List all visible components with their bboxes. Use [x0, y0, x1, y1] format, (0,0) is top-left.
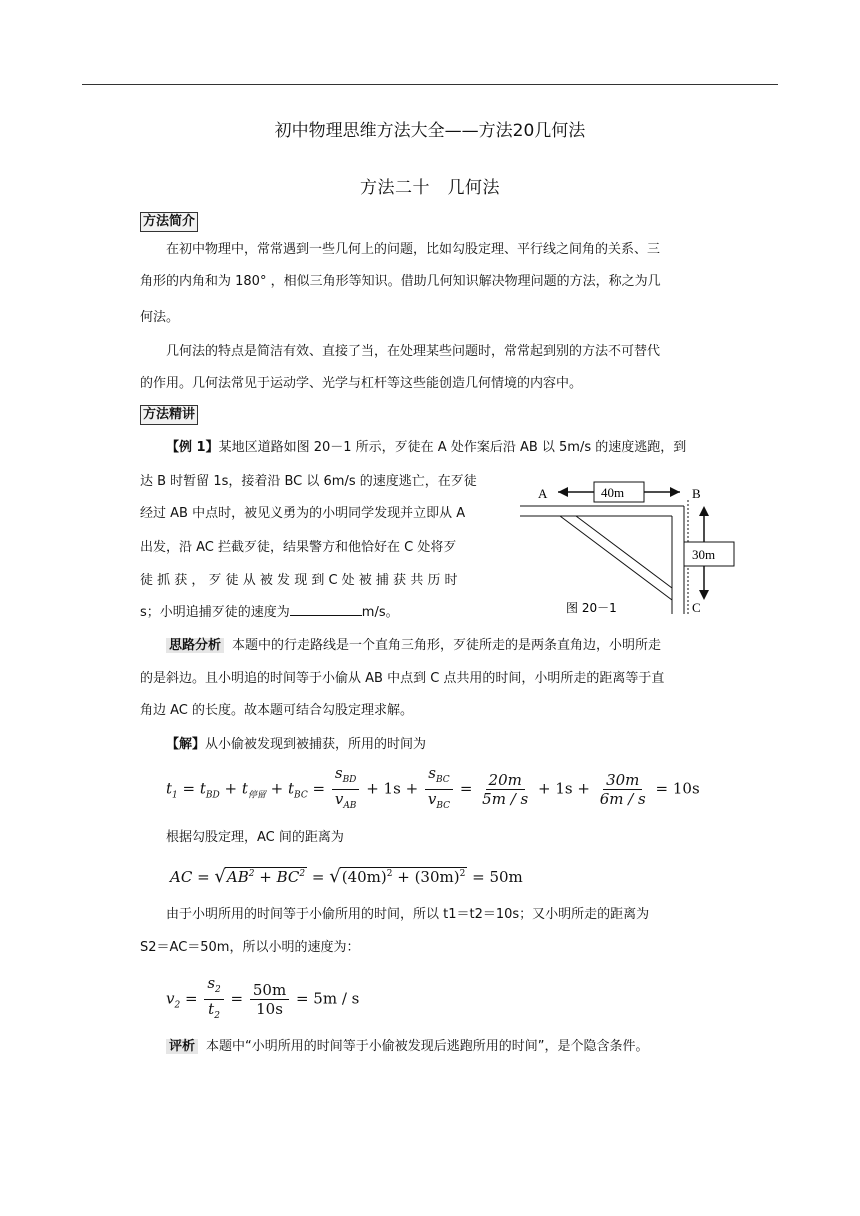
arrow-up-icon: [699, 506, 709, 516]
label-a: A: [538, 486, 548, 501]
solution-text: 从小偷被发现到被捕获，所用的时间为: [205, 737, 427, 752]
length-ab-label: 40m: [601, 485, 625, 500]
example-text: m/s。: [361, 605, 399, 620]
analysis-line: 角边 AC 的长度。故本题可结合勾股定理求解。: [140, 703, 414, 718]
arrow-left-icon: [558, 487, 568, 497]
arrow-down-icon: [699, 590, 709, 600]
example-text: 某地区道路如图 20－1 所示，歹徒在 A 处作案后沿 AB 以 5m/s 的速度逃跑，到: [218, 440, 687, 455]
speed-formula: $v_2$ = $\frac{s_2}{t_2}$ = $\frac{50m}{10s}$ = 5m / s: [166, 974, 360, 1021]
example-line: 出发，沿 AC 拦截歹徒，结果警方和他恰好在 C 处将歹: [140, 540, 457, 555]
answer-blank: [290, 603, 362, 616]
comment-tag: 评析: [166, 1039, 198, 1054]
length-bc-label: 30m: [692, 547, 716, 562]
intro-paragraph-line: 角形的内角和为 180° ，相似三角形等知识。借助几何知识解决物理问题的方法，称之为几: [140, 274, 661, 289]
solution-line: 根据勾股定理，AC 间的距离为: [166, 830, 344, 845]
example-line: 徒 抓 获 ， 歹 徒 从 被 发 现 到 C 处 被 捕 获 共 历 时: [140, 573, 458, 588]
intro-paragraph-line: 在初中物理中，常常遇到一些几何上的问题，比如勾股定理、平行线之间角的关系、三: [166, 242, 661, 257]
figure-caption: 图 20－1: [566, 601, 617, 615]
distance-formula: AC = $√AB^2 + BC^2 = √(40m)^2 + (30m)^2 = 50m$: [170, 866, 523, 887]
example-line: 经过 AB 中点时，被见义勇为的小明同学发现并立即从 A: [140, 506, 466, 521]
example-line: 达 B 时暂留 1s，接着沿 BC 以 6m/s 的速度逃亡，在歹徒: [140, 474, 477, 489]
comment-text: 本题中“小明所用的时间等于小偷被发现后逃跑所用的时间”，是个隐含条件。: [206, 1039, 649, 1054]
example-line: [140, 603, 399, 623]
comment-line: [166, 1037, 649, 1057]
label-b: B: [692, 486, 701, 501]
analysis-tag: 思路分析: [166, 638, 224, 653]
solution-line: S2＝AC＝50m，所以小明的速度为：: [140, 940, 360, 955]
analysis-line: 的是斜边。且小明追的时间等于小偷从 AB 中点到 C 点共用的时间，小明所走的距离等于直: [140, 671, 665, 686]
method-heading: 方法精讲: [140, 405, 198, 425]
example-tag: 【例 1】: [166, 440, 219, 455]
road-ac-edge: [560, 516, 672, 600]
section-subtitle: 方法二十 几何法: [360, 178, 500, 198]
example-line: [166, 438, 686, 458]
document-title: 初中物理思维方法大全——方法20几何法: [274, 121, 586, 141]
road-ac-edge: [576, 516, 672, 588]
intro-paragraph-line: 的作用。几何法常见于运动学、光学与杠杆等这些能创造几何情境的内容中。: [140, 376, 583, 391]
solution-line: 由于小明所用的时间等于小偷所用的时间，所以 t1＝t2＝10s；又小明所走的距离为: [166, 907, 650, 922]
arrow-right-icon: [670, 487, 680, 497]
label-c: C: [692, 600, 701, 615]
intro-paragraph-line: 何法。: [140, 310, 180, 325]
solution-tag: 【解】: [166, 737, 206, 752]
header-rule: [82, 84, 778, 85]
analysis-text: 本题中的行走路线是一个直角三角形，歹徒所走的是两条直角边，小明所走: [232, 638, 662, 653]
time-formula: $t_1 = t_{BD} + t_{停留} + t_{BC}$ = $\frac{s_{BD}}{v_{AB}}$ + 1s + $\frac{s_{BC}}{v_{BC}}$ = $\frac{20m}{5m / s}$ + 1s + $\frac{30m}{6m / s}$ = 10s: [166, 764, 700, 811]
example-text: s；小明追捕歹徒的速度为: [140, 605, 290, 620]
solution-line: [166, 735, 426, 755]
road-diagram: [520, 476, 750, 624]
intro-paragraph-line: 几何法的特点是简洁有效、直接了当，在处理某些问题时，常常起到别的方法不可替代: [166, 344, 661, 359]
analysis-line: [166, 636, 661, 656]
intro-heading: 方法简介: [140, 212, 198, 232]
